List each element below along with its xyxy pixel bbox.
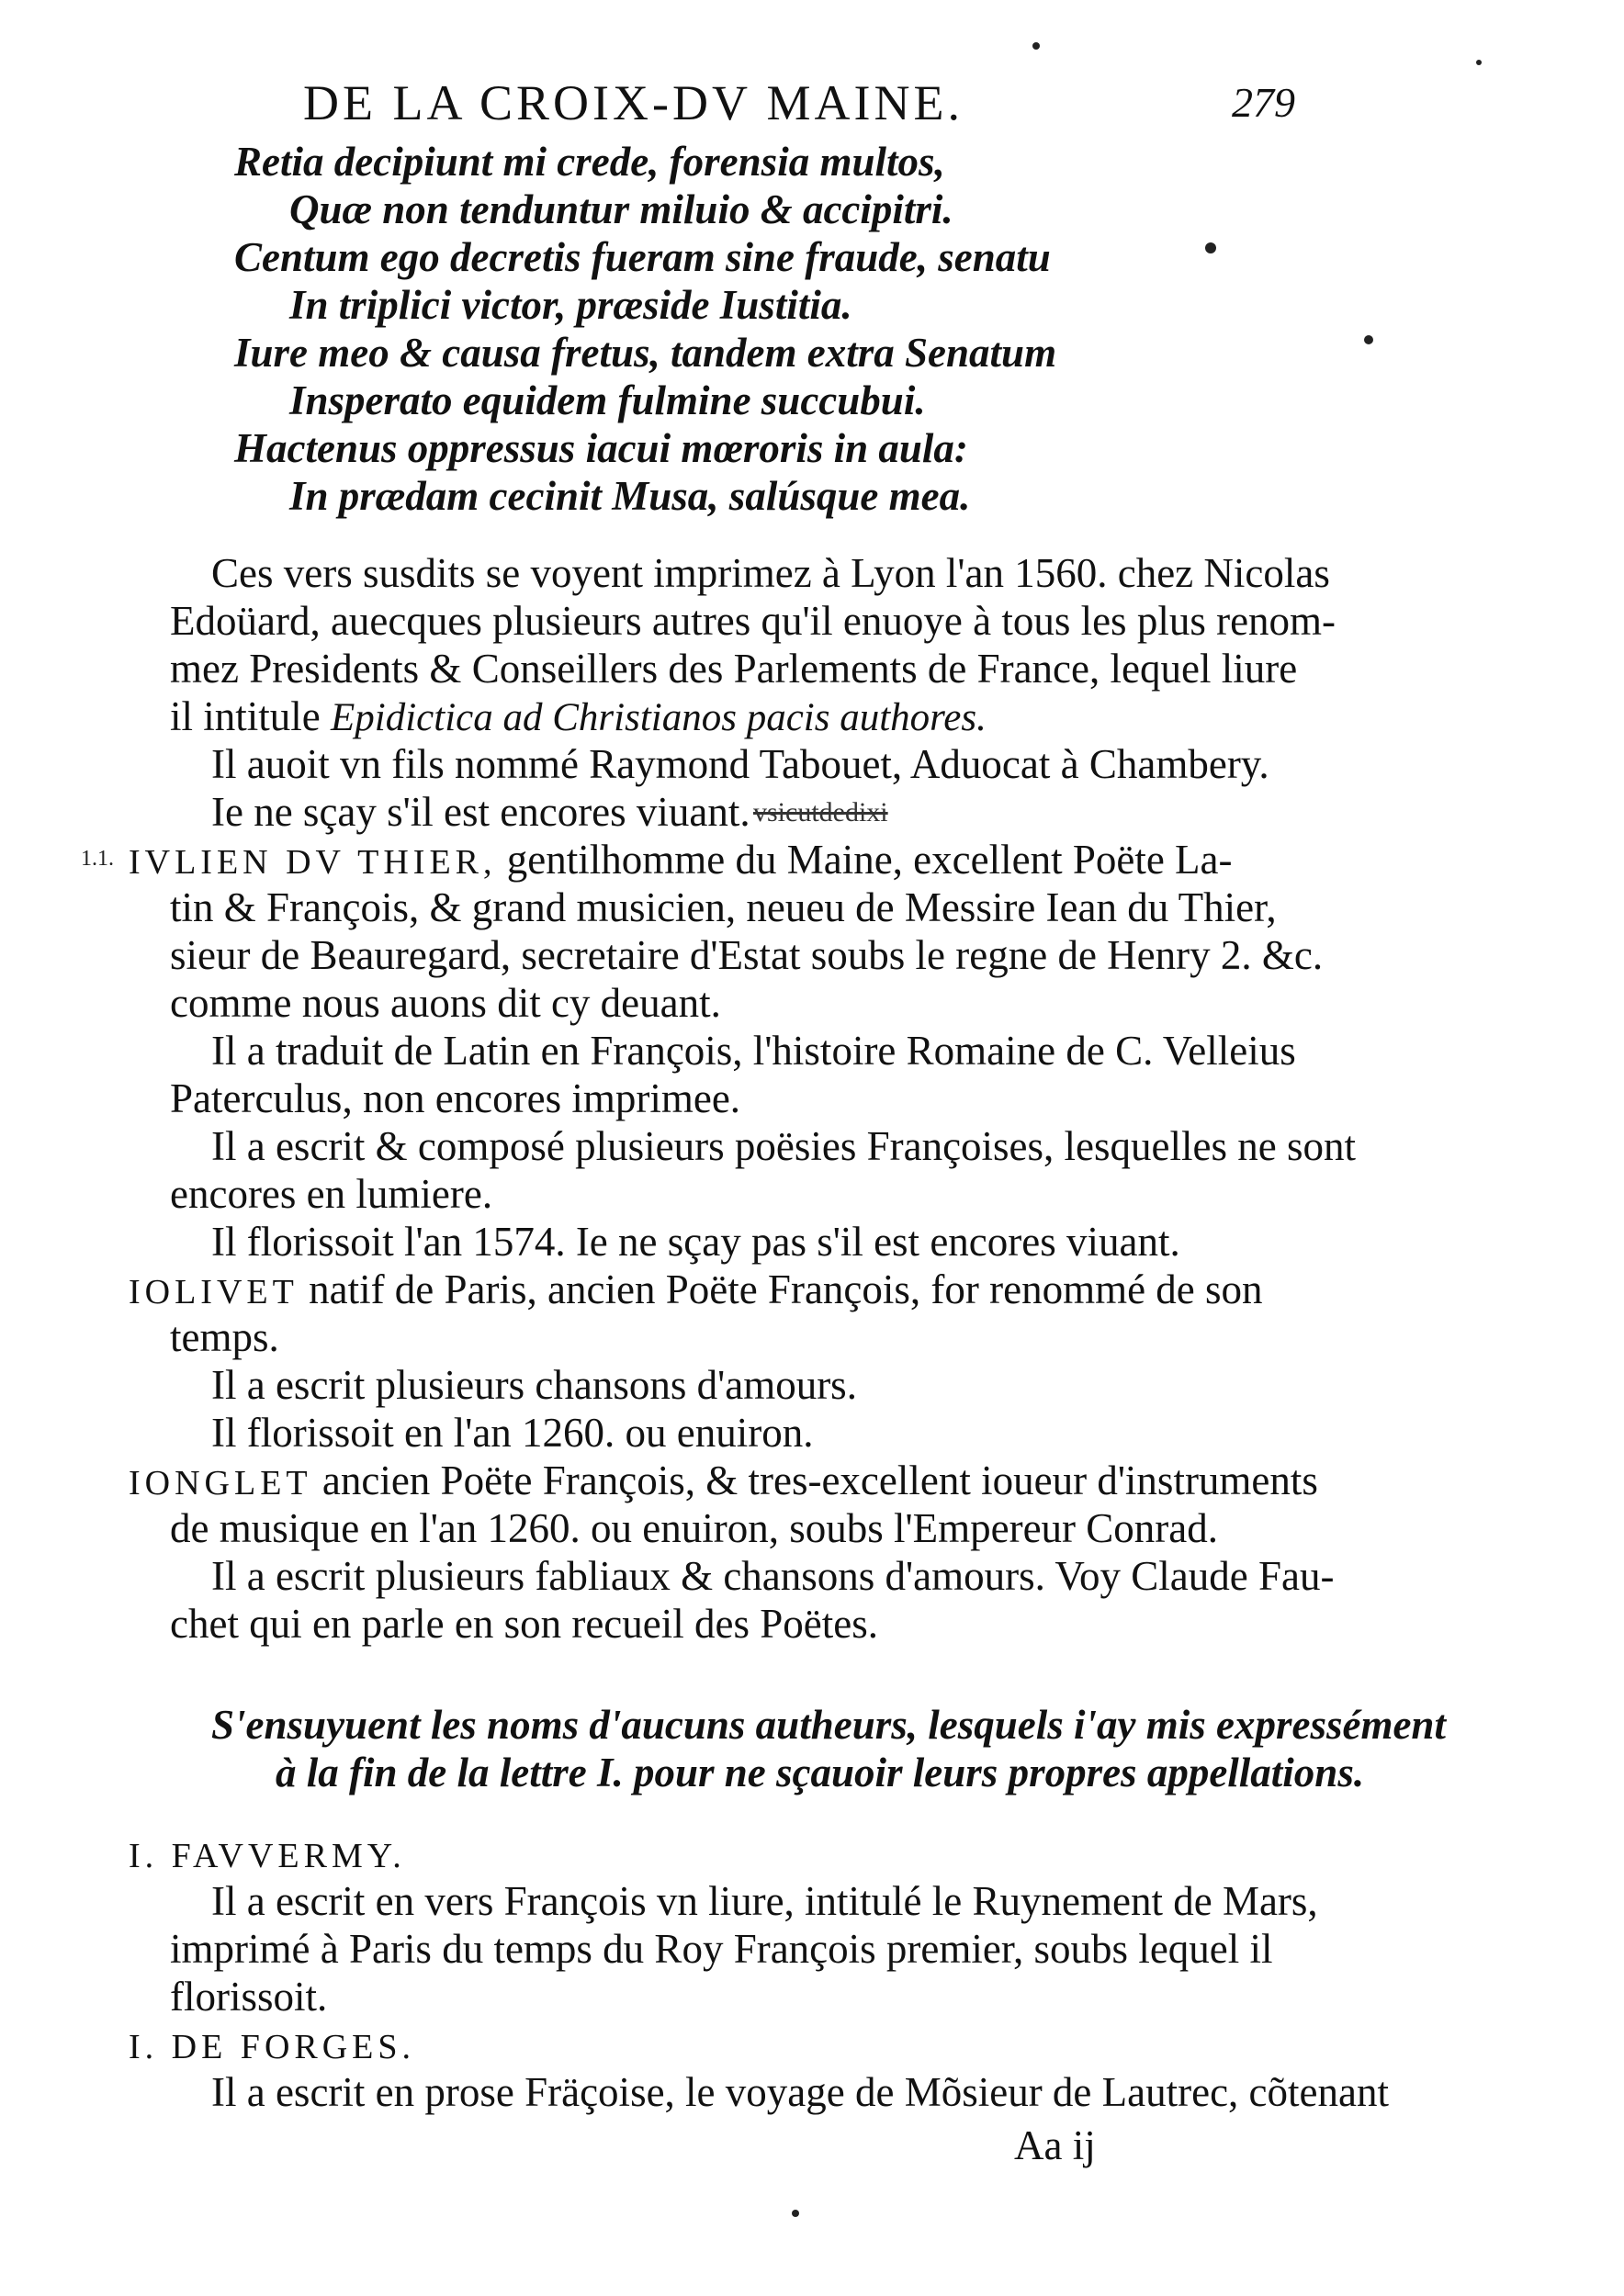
margin-mark: 1.1. <box>81 847 114 871</box>
text-line: temps. <box>170 1314 279 1360</box>
speck <box>1476 60 1482 65</box>
signature-mark: Aa ij <box>1014 2122 1096 2168</box>
text-line: Paterculus, non encores imprimee. <box>170 1075 741 1121</box>
text-line: comme nous auons dit cy deuant. <box>170 980 721 1026</box>
text-line: Il a escrit en prose Fräçoise, le voyage de Mõsieur de Lautrec, cõtenant <box>211 2069 1389 2115</box>
verse-line: Quæ non tenduntur miluio & accipitri. <box>289 186 953 232</box>
text-line: imprimé à Paris du temps du Roy François premier, soubs lequel il <box>170 1926 1273 1972</box>
verse-line: In triplici victor, præside Iustitia. <box>289 282 852 328</box>
author-name: I. DE FORGES. <box>129 2028 416 2066</box>
text-line: chet qui en parle en son recueil des Poëtes. <box>170 1601 878 1647</box>
verse-line: Centum ego decretis fueram sine fraude, senatu <box>234 234 1051 280</box>
text-line: Ces vers susdits se voyent imprimez à Lyon l'an 1560. chez Nicolas <box>211 550 1330 596</box>
note-line: S'ensuyuent les noms d'aucuns autheurs, lesquels i'ay mis expressément <box>211 1702 1446 1748</box>
text-fragment: il intitule <box>170 693 321 739</box>
text-line: florissoit. <box>170 1974 328 2020</box>
verse-line: Insperato equidem fulmine succubui. <box>289 377 926 423</box>
text-line: encores en lumiere. <box>170 1171 493 1217</box>
text-line: de musique en l'an 1260. ou enuiron, soubs l'Empereur Conrad. <box>170 1505 1218 1551</box>
speck <box>792 2210 799 2217</box>
note-line: à la fin de la lettre I. pour ne sçauoir leurs propres appellations. <box>276 1750 1365 1795</box>
running-title: DE LA CROIX-DV MAINE. <box>303 75 964 130</box>
speck <box>1032 42 1040 50</box>
text-fragment: ancien Poëte François, & tres-excellent ioueur d'instruments <box>321 1458 1318 1503</box>
speck <box>1364 335 1373 344</box>
book-title: Epidictica ad Christianos pacis authores. <box>331 696 987 739</box>
verse-line: Iure meo & causa fretus, tandem extra Senatum <box>234 330 1057 376</box>
text-line: Il a escrit plusieurs fabliaux & chansons d'amours. Voy Claude Fau- <box>211 1553 1335 1599</box>
author-name: IOLIVET <box>129 1273 299 1311</box>
text-line: sieur de Beauregard, secretaire d'Estat soubs le regne de Henry 2. &c. <box>170 932 1324 978</box>
text-line: Ie ne sçay s'il est encores viuant. <box>211 789 750 835</box>
author-name: IVLIEN DV THIER, <box>129 843 497 882</box>
text-fragment: gentilhomme du Maine, excellent Poëte La- <box>506 837 1233 883</box>
verse-line: Retia decipiunt mi crede, forensia multos, <box>234 139 945 185</box>
text-line: tin & François, & grand musicien, neueu de Messire Iean du Thier, <box>170 884 1277 930</box>
text-line: Il florissoit en l'an 1260. ou enuiron. <box>211 1410 814 1456</box>
speck <box>1205 242 1216 253</box>
text-fragment: natif de Paris, ancien Poëte François, for renommé de son <box>309 1266 1263 1312</box>
text-line: mez Presidents & Conseillers des Parlements de France, lequel liure <box>170 646 1298 692</box>
verse-line: Hactenus oppressus iacui mœroris in aula: <box>234 425 968 471</box>
text-line: Edoüard, auecques plusieurs autres qu'il enuoye à tous les plus renom- <box>170 598 1336 644</box>
verse-line: In prædam cecinit Musa, salúsque mea. <box>289 473 971 519</box>
text-line: Il auoit vn fils nommé Raymond Tabouet, Aduocat à Chambery. <box>211 741 1269 787</box>
text-line: Il a traduit de Latin en François, l'histoire Romaine de C. Velleius <box>211 1028 1296 1074</box>
author-name: I. FAVVERMY. <box>129 1837 406 1875</box>
handwritten-annotation: vsicutdedixi <box>753 797 888 827</box>
text-line: Il a escrit en vers François vn liure, intitulé le Ruynement de Mars, <box>211 1878 1318 1924</box>
page-number: 279 <box>1232 79 1295 126</box>
author-name: IONGLET <box>129 1464 312 1503</box>
text-line: Il a escrit plusieurs chansons d'amours. <box>211 1362 857 1408</box>
text-line: Il florissoit l'an 1574. Ie ne sçay pas s'il est encores viuant. <box>211 1219 1180 1265</box>
text-line: Il a escrit & composé plusieurs poësies Françoises, lesquelles ne sont <box>211 1123 1356 1169</box>
